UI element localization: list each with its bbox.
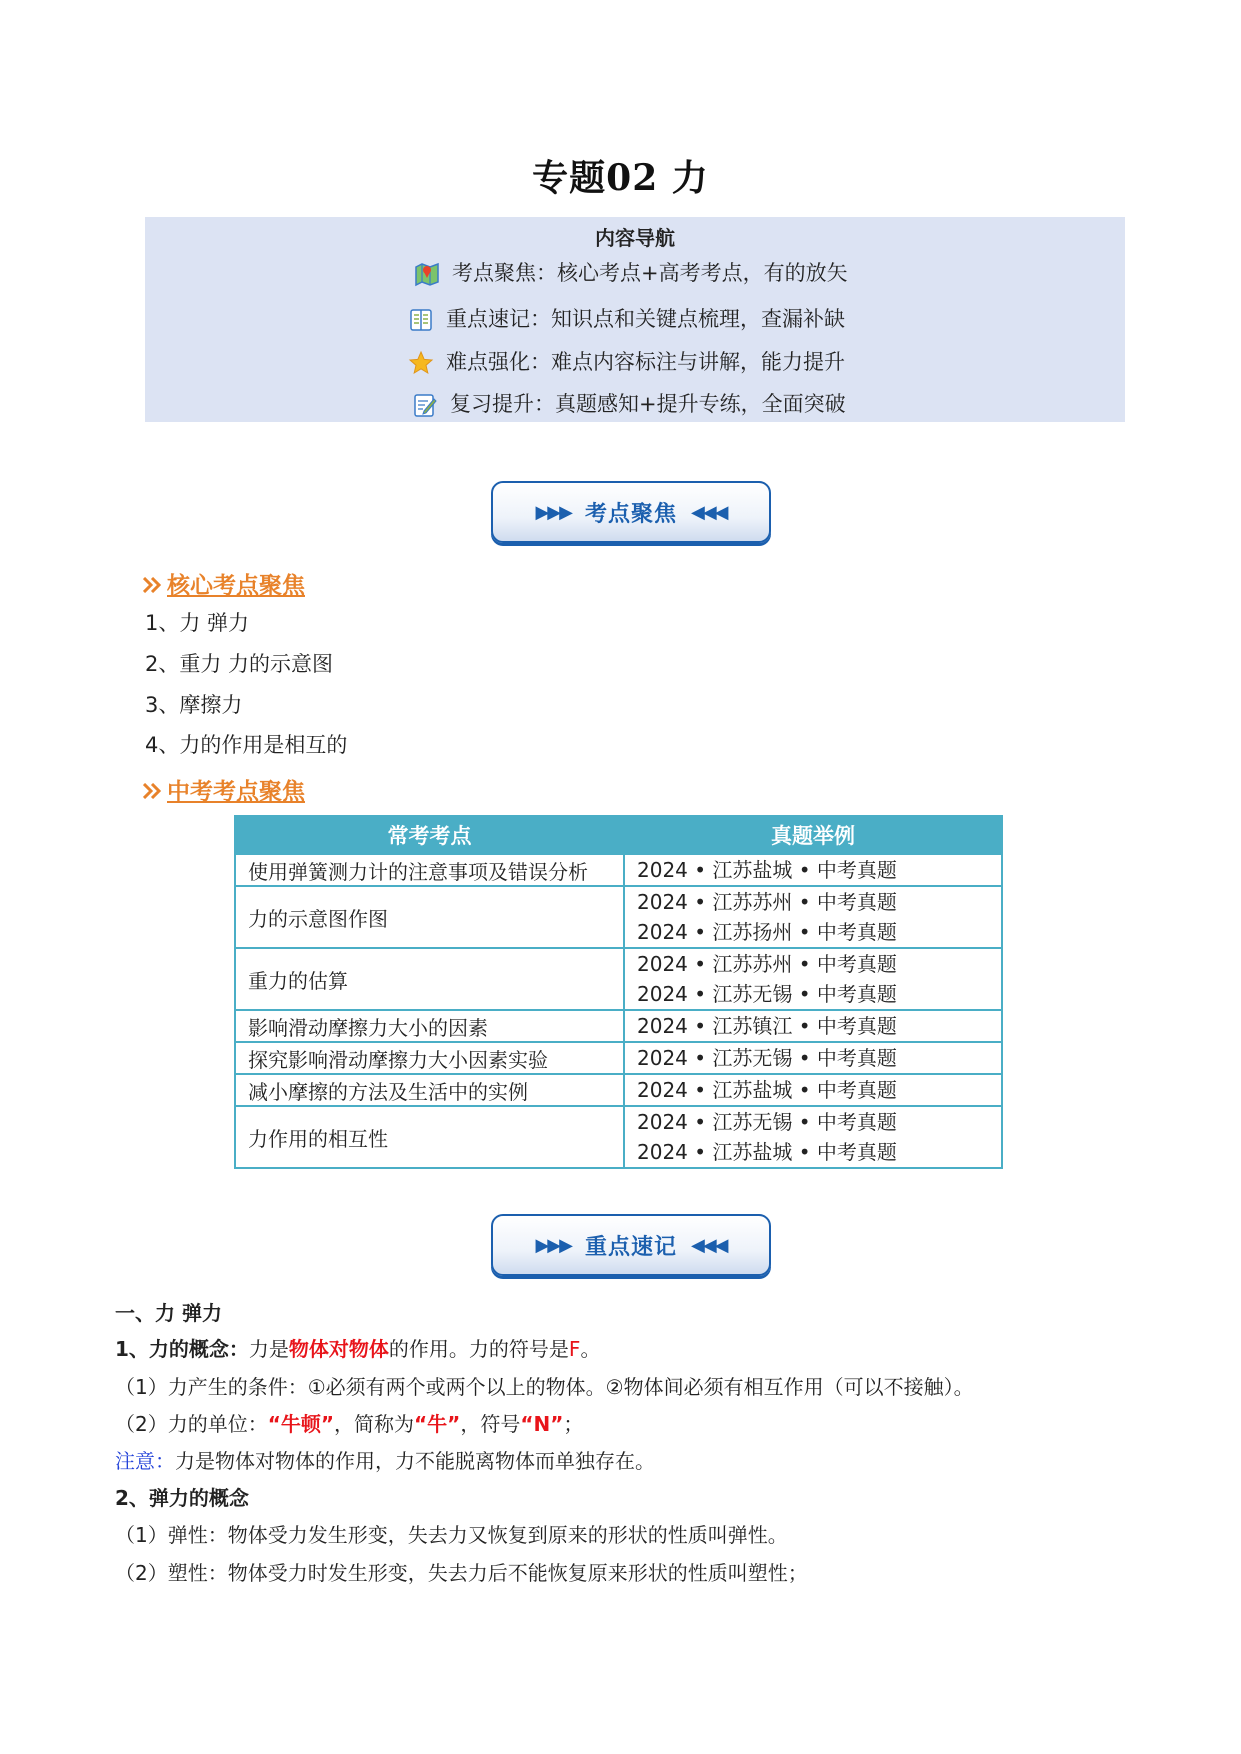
table-row	[235, 1074, 1002, 1106]
paragraph-elasticity: （1）弹性：物体受力发生形变，失去力又恢复到原来的形状的性质叫弹性。	[115, 1523, 788, 1547]
triple-arrow-right-icon: ▶▶▶	[535, 1234, 571, 1256]
core-topic-item: 4、力的作用是相互的	[145, 733, 348, 757]
nav-item-text: 重点速记：知识点和关键点梳理，查漏补缺	[446, 307, 845, 331]
table-row	[235, 1106, 1002, 1168]
double-chevron-icon	[143, 779, 165, 805]
example-cell: 2024 • 江苏苏州 • 中考真题 2024 • 江苏扬州 • 中考真题	[624, 886, 1002, 948]
nav-item-notes	[408, 303, 845, 333]
nav-item-focus	[414, 257, 848, 287]
double-chevron-icon	[143, 573, 165, 599]
topic-cell: 探究影响滑动摩擦力大小因素实验	[235, 1042, 624, 1074]
example-cell: 2024 • 江苏盐城 • 中考真题	[624, 1074, 1002, 1106]
banner-title: 重点速记	[584, 1234, 677, 1260]
triple-arrow-right-icon: ▶▶▶	[535, 501, 571, 523]
section-heading-elastic-concept: 2、弹力的概念	[115, 1486, 249, 1510]
star-icon	[408, 350, 434, 376]
nav-item-difficult	[408, 346, 845, 376]
table-row	[235, 854, 1002, 886]
core-topic-item: 2、重力 力的示意图	[145, 652, 334, 676]
nav-item-text: 复习提升：真题感知+提升专练，全面突破	[450, 392, 846, 416]
table-row	[235, 1010, 1002, 1042]
paragraph-plasticity: （2）塑性：物体受力时发生形变，失去力后不能恢复原来形状的性质叫塑性；	[115, 1561, 808, 1585]
nav-item-text: 考点聚焦：核心考点+高考考点，有的放矢	[452, 261, 848, 285]
column-header: 常考考点	[235, 816, 624, 854]
example-cell: 2024 • 江苏镇江 • 中考真题	[624, 1010, 1002, 1042]
banner-exam-focus	[491, 481, 771, 543]
nav-item-review	[412, 388, 846, 418]
map-icon	[414, 261, 440, 287]
topic-cell: 力的示意图作图	[235, 886, 624, 948]
table-header-row	[235, 816, 1002, 854]
triple-arrow-left-icon: ◀◀◀	[691, 1234, 727, 1256]
topic-cell: 力作用的相互性	[235, 1106, 624, 1168]
notepad-icon	[412, 392, 438, 418]
example-cell: 2024 • 江苏盐城 • 中考真题	[624, 854, 1002, 886]
exam-topics-table	[234, 815, 1003, 1169]
topic-cell: 减小摩擦的方法及生活中的实例	[235, 1074, 624, 1106]
paragraph-force-concept: 1、力的概念：力是物体对物体的作用。力的符号是F。	[115, 1337, 601, 1361]
table-row	[235, 1042, 1002, 1074]
section-heading-force-elastic: 一、力 弹力	[115, 1301, 222, 1325]
triple-arrow-left-icon: ◀◀◀	[691, 501, 727, 523]
example-cell: 2024 • 江苏无锡 • 中考真题 2024 • 江苏盐城 • 中考真题	[624, 1106, 1002, 1168]
banner-key-notes	[491, 1214, 771, 1276]
exam-focus-heading: 中考考点聚焦	[143, 773, 305, 806]
core-topic-item: 3、摩擦力	[145, 693, 243, 717]
note-paragraph: 注意：力是物体对物体的作用，力不能脱离物体而单独存在。	[115, 1449, 655, 1473]
paragraph-force-unit: （2）力的单位：“牛顿”，简称为“牛”，符号“N”；	[115, 1412, 584, 1436]
core-topic-item: 1、力 弹力	[145, 611, 250, 635]
topic-cell: 重力的估算	[235, 948, 624, 1010]
example-cell: 2024 • 江苏苏州 • 中考真题 2024 • 江苏无锡 • 中考真题	[624, 948, 1002, 1010]
topic-cell: 使用弹簧测力计的注意事项及错误分析	[235, 854, 624, 886]
table-row	[235, 948, 1002, 1010]
example-cell: 2024 • 江苏无锡 • 中考真题	[624, 1042, 1002, 1074]
book-icon	[408, 307, 434, 333]
column-header: 真题举例	[624, 816, 1002, 854]
banner-title: 考点聚焦	[584, 501, 677, 527]
core-focus-heading: 核心考点聚焦	[143, 567, 305, 600]
nav-item-text: 难点强化：难点内容标注与讲解，能力提升	[446, 350, 845, 374]
paragraph-force-conditions: （1）力产生的条件：①必须有两个或两个以上的物体。②物体间必须有相互作用（可以不接触）。	[115, 1375, 974, 1399]
topic-cell: 影响滑动摩擦力大小的因素	[235, 1010, 624, 1042]
page-title: 专题02 力	[532, 157, 709, 199]
table-row	[235, 886, 1002, 948]
nav-heading: 内容导航	[595, 226, 675, 250]
